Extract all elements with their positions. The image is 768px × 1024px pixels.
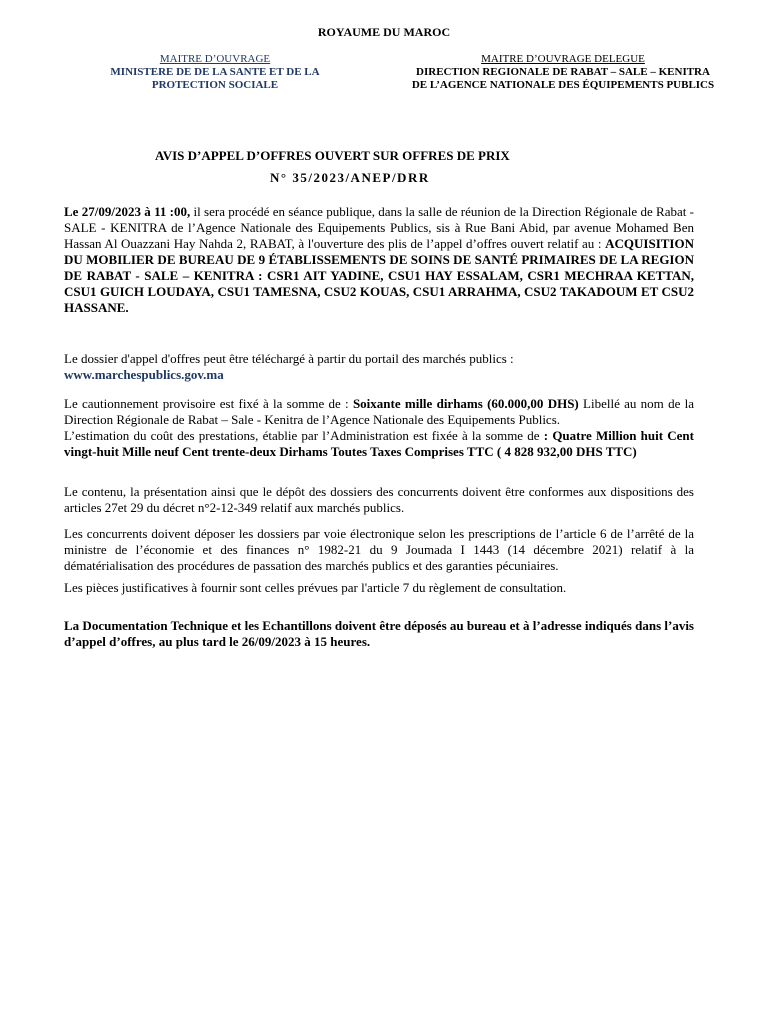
maitre-ouvrage-block: [60, 53, 370, 92]
caution-beneficiary: Libellé au nom de la Direction Régionale de Rabat – Sale - Kenitra de l’Agence Nationale des Equipements Publics.: [64, 396, 694, 427]
paragraph-caution: [64, 396, 694, 460]
download-text: Le dossier d'appel d'offres peut être téléchargé à partir du portail des marchés publics :: [64, 351, 514, 366]
submission-text: Les concurrents doivent déposer les dossiers par voie électronique selon les prescriptions de l’article 6 de l’arrêté de la ministre de l’économie et des finances n° 1982-21 du 9 Joumada I 1443 (14 décembre 2021) relatif à la dématérialisation des procédures de passation des marchés publics et des garanties pécuniaires.: [64, 526, 694, 573]
portal-link[interactable]: www.marchespublics.gov.ma: [64, 367, 224, 382]
samples-text: La Documentation Technique et les Echantillons doivent être déposés au bureau et à l’adresse indiqués dans l’avis d’appel d’offres, au plus tard le 26/09/2023 à 15 heures.: [64, 618, 694, 649]
caution-amount: Soixante mille dirhams (60.000,00 DHS): [352, 396, 579, 411]
tender-object: ACQUISITION DU MOBILIER DE BUREAU DE 9 ÉTABLISSEMENTS DE SOINS DE SANTÉ PRIMAIRES DE LA REGION DE RABAT - SALE – KENITRA : CSR1 AIT YADINE, CSU1 HAY ESSALAM, CSR1 MECHRAA KETTAN, CSU1 GUICH LOUDAYA, CSU1 TAMESNA, CSU2 KOUAS, CSU1 ARRAHMA, CSU2 TAKADOUM ET CSU2 HASSANE.: [64, 236, 694, 315]
paragraph-download: [64, 351, 694, 383]
maitre-ouvrage-label: MAITRE D’OUVRAGE: [159, 53, 271, 65]
maitre-ouvrage-name-line2: PROTECTION SOCIALE: [151, 79, 279, 91]
maitre-ouvrage-delegue-name-line2: DE L’AGENCE NATIONALE DES ÉQUIPEMENTS PUBLICS: [411, 79, 715, 91]
caution-text: Le cautionnement provisoire est fixé à la somme de :: [64, 396, 353, 411]
maitre-ouvrage-delegue-label: MAITRE D’OUVRAGE DELEGUE: [481, 53, 645, 65]
paragraph-samples: [64, 618, 694, 650]
maitre-ouvrage-delegue-name-line1: DIRECTION REGIONALE DE RABAT – SALE – KENITRA: [416, 66, 710, 78]
paragraph-documents: [64, 580, 694, 596]
paragraph-submission: [64, 526, 694, 574]
maitre-ouvrage-delegue-block: [378, 53, 748, 92]
notice-title: AVIS D’APPEL D’OFFRES OUVERT SUR OFFRES DE PRIX: [155, 148, 510, 163]
estimate-text: L’estimation du coût des prestations, établie par l’Administration est fixée à la somme de: [64, 428, 544, 443]
opening-date: Le 27/09/2023 à 11 :00,: [64, 204, 191, 219]
content-text: Le contenu, la présentation ainsi que le dépôt des dossiers des concurrents doivent être conformes aux dispositions des articles 27et 29 du décret n°2-12-349 relatif aux marchés publics.: [64, 484, 694, 515]
paragraph-content: [64, 484, 694, 516]
notice-number: N° 35/2023/ANEP/DRR: [270, 170, 430, 185]
paragraph-opening: [64, 204, 694, 316]
opening-text: il sera procédé en séance publique, dans la salle de réunion de la Direction Régionale de Rabat - SALE - KENITRA de l’Agence Nationale des Equipements Publics, sis à Rue Bani Abid, par avenue Mohamed Ben Hassan Al Ouazzani Hay Nahda 2, RABAT, à l'ouverture des plis de l’appel d’offres ouvert relatif au :: [64, 204, 694, 251]
estimate-amount: : Quatre Million huit Cent vingt-huit Mille neuf Cent trente-deux Dirhams Toutes Taxes Comprises TTC ( 4 828 932,00 DHS TTC): [64, 428, 694, 459]
maitre-ouvrage-name-line1: MINISTERE DE DE LA SANTE ET DE LA: [110, 66, 320, 78]
documents-text: Les pièces justificatives à fournir sont celles prévues par l'article 7 du règlement de consultation.: [64, 580, 567, 595]
country-heading: ROYAUME DU MAROC: [317, 25, 451, 39]
